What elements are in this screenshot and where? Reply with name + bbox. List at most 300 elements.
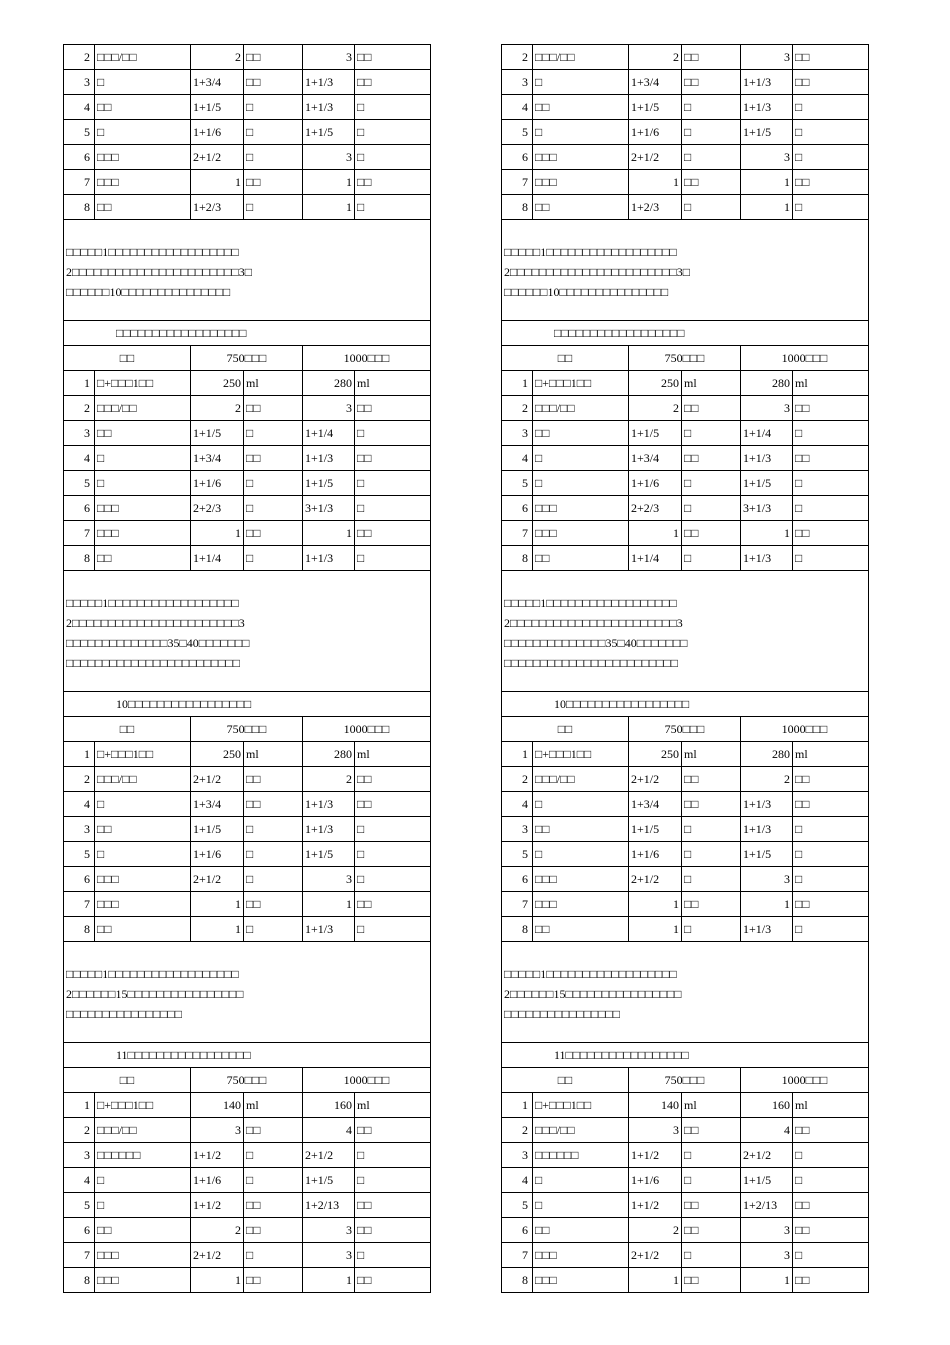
header-1000: 1000□□□ [741,717,869,742]
header-1000: 1000□□□ [741,346,869,371]
header-row [64,346,431,371]
ingredient-name: □ [533,1168,629,1193]
table-row [64,95,431,120]
instructions-note [502,220,869,321]
row-number: 6 [64,145,95,170]
row-number: 2 [502,396,533,421]
note-line: 2□□□□□□□□□□□□□□□□□□□□□□□3□ [504,265,690,279]
ingredient-name: □□ [533,917,629,942]
amount-750: 2+1/2 [629,1243,682,1268]
amount-750: 1+3/4 [629,792,682,817]
amount-1000: 1+1/3 [303,546,355,571]
table-row [64,817,431,842]
unit-750: □□ [244,1268,303,1293]
unit-1000: □□ [793,45,869,70]
amount-1000: 2+1/2 [303,1143,355,1168]
amount-1000: 3 [741,1218,793,1243]
table-row [64,446,431,471]
amount-750: 2 [629,1218,682,1243]
table-row [64,892,431,917]
table-row [502,421,869,446]
ingredient-name: □□□ [533,1268,629,1293]
ingredient-name: □□□/□□ [533,45,629,70]
unit-750: □ [244,471,303,496]
note-line: □□□□□□10□□□□□□□□□□□□□□□ [504,285,669,299]
row-number: 5 [502,1193,533,1218]
row-number: 2 [64,1118,95,1143]
amount-1000: 3 [741,867,793,892]
amount-750: 1 [629,1268,682,1293]
amount-1000: 2 [741,767,793,792]
note-line: 2□□□□□□15□□□□□□□□□□□□□□□□ [504,987,682,1001]
row-number: 4 [502,95,533,120]
unit-1000: □ [793,1243,869,1268]
unit-1000: □ [355,195,431,220]
ingredient-name: □□□ [533,1243,629,1268]
table-row [502,396,869,421]
unit-750: □ [244,421,303,446]
unit-1000: □□ [793,446,869,471]
unit-1000: □ [793,842,869,867]
header-750: 750□□□ [629,346,741,371]
table-row [64,842,431,867]
amount-1000: 1+1/5 [741,120,793,145]
amount-1000: 1 [303,1268,355,1293]
row-number: 1 [502,371,533,396]
header-item: □□ [64,717,191,742]
amount-750: 1+3/4 [629,70,682,95]
ingredient-name: □□□ [95,496,191,521]
amount-750: 1+1/6 [191,120,244,145]
ingredient-name: □□ [533,195,629,220]
unit-750: □ [244,842,303,867]
amount-750: 1+1/2 [629,1193,682,1218]
note-line: □□□□□1□□□□□□□□□□□□□□□□□□ [66,967,239,981]
unit-1000: □ [355,1168,431,1193]
amount-1000: 1 [741,892,793,917]
table-row [502,521,869,546]
amount-1000: 1+1/3 [303,792,355,817]
section-title: 11□□□□□□□□□□□□□□□□□ [64,1043,431,1068]
table-row [64,145,431,170]
table-row [64,546,431,571]
recipe-column-right [501,44,868,1293]
row-number: 1 [502,1093,533,1118]
table-row [502,546,869,571]
ingredient-name: □□ [95,195,191,220]
row-number: 2 [64,767,95,792]
amount-750: 2 [191,396,244,421]
unit-1000: □ [355,145,431,170]
amount-1000: 4 [303,1118,355,1143]
table-row [502,195,869,220]
unit-1000: □ [793,471,869,496]
amount-750: 1 [191,1268,244,1293]
amount-1000: 2 [303,767,355,792]
unit-1000: □□ [793,521,869,546]
amount-1000: 1+1/3 [303,70,355,95]
unit-750: □□ [682,521,741,546]
row-number: 4 [64,95,95,120]
amount-750: 1+1/5 [629,95,682,120]
amount-750: 2 [629,396,682,421]
amount-1000: 1+1/3 [741,70,793,95]
amount-1000: 1+1/5 [303,1168,355,1193]
amount-1000: 1 [303,195,355,220]
unit-750: □ [682,120,741,145]
unit-1000: □□ [793,1118,869,1143]
amount-750: 1+1/6 [629,120,682,145]
amount-750: 1 [191,521,244,546]
amount-750: 1 [629,170,682,195]
ingredient-name: □□□/□□ [95,1118,191,1143]
ingredient-name: □□ [95,817,191,842]
unit-1000: □ [355,1143,431,1168]
amount-1000: 1+1/3 [741,546,793,571]
note-line: 2□□□□□□□□□□□□□□□□□□□□□□□3□ [66,265,252,279]
ingredient-name: □ [95,70,191,95]
unit-750: □□ [682,767,741,792]
ingredient-name: □□□ [95,145,191,170]
unit-750: □□ [244,396,303,421]
unit-750: □ [244,867,303,892]
amount-750: 1+3/4 [629,446,682,471]
note-line: 2□□□□□□□□□□□□□□□□□□□□□□□3 [66,616,245,630]
unit-1000: □ [793,496,869,521]
unit-1000: □ [793,95,869,120]
notes-row [64,571,431,692]
header-row [502,346,869,371]
unit-1000: ml [793,1093,869,1118]
unit-1000: □ [793,195,869,220]
table-row [502,767,869,792]
unit-1000: □□ [355,767,431,792]
row-number: 6 [64,1218,95,1243]
ingredient-name: □□ [95,917,191,942]
ingredient-name: □□□□□□ [95,1143,191,1168]
amount-750: 2+1/2 [191,767,244,792]
amount-1000: 1 [741,195,793,220]
unit-1000: ml [793,371,869,396]
unit-1000: □ [355,917,431,942]
amount-1000: 280 [741,371,793,396]
unit-750: ml [682,371,741,396]
unit-1000: □□ [793,1193,869,1218]
table-row [64,1143,431,1168]
unit-750: □ [682,145,741,170]
unit-1000: □ [355,471,431,496]
section-title: 11□□□□□□□□□□□□□□□□□ [502,1043,869,1068]
unit-750: □□ [244,1218,303,1243]
row-number: 5 [64,120,95,145]
table-row [64,792,431,817]
unit-1000: □ [793,546,869,571]
amount-1000: 160 [303,1093,355,1118]
unit-1000: □ [355,546,431,571]
ingredient-name: □ [95,120,191,145]
table-row [502,1193,869,1218]
amount-1000: 1 [303,521,355,546]
table-row [502,842,869,867]
unit-1000: □□ [793,70,869,95]
section-title-row [64,692,431,717]
unit-750: □□ [682,1193,741,1218]
unit-750: □ [244,917,303,942]
row-number: 8 [64,546,95,571]
table-row [502,170,869,195]
ingredient-name: □□□/□□ [95,767,191,792]
amount-750: 140 [629,1093,682,1118]
unit-750: □□ [682,1118,741,1143]
unit-750: □ [682,195,741,220]
ingredient-name: □+□□□1□□ [533,1093,629,1118]
amount-750: 1+1/5 [191,421,244,446]
amount-1000: 3 [741,45,793,70]
header-item: □□ [64,1068,191,1093]
row-number: 8 [502,1268,533,1293]
unit-1000: □ [793,120,869,145]
ingredient-name: □□□ [95,892,191,917]
note-line: □□□□□□□□□□□□□□35□40□□□□□□□ [504,636,688,650]
amount-1000: 1+1/5 [741,1168,793,1193]
unit-1000: □□ [793,170,869,195]
table-row [64,867,431,892]
table-row [64,371,431,396]
row-number: 3 [64,70,95,95]
header-row [64,717,431,742]
table-row [502,742,869,767]
ingredient-name: □ [533,1193,629,1218]
ingredient-name: □ [533,471,629,496]
notes-row [502,220,869,321]
table-row [64,45,431,70]
unit-750: ml [244,371,303,396]
unit-1000: □□ [355,45,431,70]
table-row [502,95,869,120]
unit-1000: ml [355,1093,431,1118]
ingredient-name: □ [95,1168,191,1193]
header-1000: 1000□□□ [303,1068,431,1093]
ingredient-name: □□□ [95,1268,191,1293]
unit-750: □□ [682,1218,741,1243]
row-number: 6 [502,867,533,892]
ingredient-name: □□ [533,421,629,446]
unit-750: □□ [244,446,303,471]
unit-1000: □□ [355,70,431,95]
header-item: □□ [502,1068,629,1093]
unit-1000: □□ [355,521,431,546]
amount-1000: 3 [741,1243,793,1268]
table-row [502,1243,869,1268]
row-number: 1 [64,371,95,396]
amount-1000: 3+1/3 [741,496,793,521]
table-row [502,917,869,942]
table-row [502,496,869,521]
ingredient-name: □□□/□□ [95,45,191,70]
ingredient-name: □□□ [533,170,629,195]
section-title-row [502,1043,869,1068]
amount-750: 2+1/2 [629,767,682,792]
unit-1000: □□ [793,1268,869,1293]
ingredient-name: □□□/□□ [533,1118,629,1143]
amount-1000: 1+1/3 [741,917,793,942]
unit-750: □ [682,842,741,867]
amount-750: 2 [629,45,682,70]
ingredient-name: □ [533,120,629,145]
row-number: 8 [64,917,95,942]
unit-750: □ [682,421,741,446]
unit-750: □□ [244,767,303,792]
amount-750: 2 [191,45,244,70]
amount-750: 250 [191,742,244,767]
unit-1000: □□ [793,1218,869,1243]
amount-750: 2+1/2 [191,145,244,170]
unit-1000: □ [793,817,869,842]
unit-750: □ [682,867,741,892]
instructions-note [64,942,431,1043]
ingredient-name: □+□□□1□□ [95,1093,191,1118]
unit-1000: □□ [355,792,431,817]
amount-1000: 3 [303,1243,355,1268]
amount-1000: 1+1/4 [303,421,355,446]
unit-1000: ml [355,371,431,396]
ingredient-name: □□ [533,817,629,842]
row-number: 4 [502,446,533,471]
unit-750: □ [682,1243,741,1268]
row-number: 3 [64,1143,95,1168]
section-title-row [502,692,869,717]
unit-1000: □ [355,842,431,867]
amount-750: 1+3/4 [191,446,244,471]
unit-750: □ [682,95,741,120]
note-line: 2□□□□□□15□□□□□□□□□□□□□□□□ [66,987,244,1001]
unit-1000: □□ [355,1193,431,1218]
ingredient-name: □□□ [533,521,629,546]
header-1000: 1000□□□ [303,346,431,371]
unit-750: □□ [244,45,303,70]
amount-1000: 1+1/3 [303,95,355,120]
instructions-note [64,220,431,321]
row-number: 3 [64,817,95,842]
unit-750: □ [244,496,303,521]
table-row [64,1093,431,1118]
amount-1000: 1+1/5 [303,842,355,867]
unit-750: □ [682,546,741,571]
amount-750: 1+1/2 [629,1143,682,1168]
ingredient-name: □ [533,446,629,471]
unit-750: □ [244,195,303,220]
ingredient-name: □□□ [533,496,629,521]
unit-750: □ [682,471,741,496]
row-number: 2 [502,1118,533,1143]
ingredient-name: □□□ [95,521,191,546]
amount-750: 1+1/6 [629,842,682,867]
table-row [502,1093,869,1118]
amount-1000: 1 [741,1268,793,1293]
unit-1000: □ [355,496,431,521]
row-number: 1 [502,742,533,767]
unit-750: □□ [682,892,741,917]
header-item: □□ [502,717,629,742]
unit-750: □□ [244,792,303,817]
amount-750: 1+2/3 [629,195,682,220]
row-number: 6 [64,867,95,892]
unit-1000: □ [793,1143,869,1168]
unit-1000: □□ [355,892,431,917]
amount-1000: 3 [303,45,355,70]
recipe-table [63,44,431,1293]
table-row [502,1168,869,1193]
header-750: 750□□□ [191,717,303,742]
row-number: 4 [502,1168,533,1193]
amount-750: 1+3/4 [191,70,244,95]
table-row [502,371,869,396]
unit-1000: □□ [793,792,869,817]
amount-750: 2+1/2 [191,1243,244,1268]
amount-1000: 1+1/3 [741,95,793,120]
header-1000: 1000□□□ [741,1068,869,1093]
unit-750: □ [244,1143,303,1168]
note-line: □□□□□□□□□□□□□□□□□□□□□□□□ [66,656,240,670]
amount-750: 1+1/5 [191,817,244,842]
amount-1000: 2+1/2 [741,1143,793,1168]
row-number: 5 [502,471,533,496]
unit-750: □□ [244,70,303,95]
unit-750: □□ [244,521,303,546]
row-number: 3 [502,1143,533,1168]
table-row [502,867,869,892]
ingredient-name: □□ [95,95,191,120]
amount-750: 250 [629,742,682,767]
amount-750: 1+1/2 [191,1193,244,1218]
amount-1000: 1+1/3 [741,817,793,842]
ingredient-name: □□□ [95,867,191,892]
amount-750: 1 [191,892,244,917]
notes-row [502,942,869,1043]
table-row [64,170,431,195]
ingredient-name: □□ [95,421,191,446]
ingredient-name: □□□/□□ [533,396,629,421]
row-number: 7 [502,892,533,917]
amount-1000: 3 [303,867,355,892]
row-number: 8 [64,1268,95,1293]
note-line: □□□□□□□□□□□□□□□□ [504,1007,620,1021]
header-750: 750□□□ [191,1068,303,1093]
header-item: □□ [64,346,191,371]
unit-1000: □ [793,867,869,892]
ingredient-name: □□□ [533,892,629,917]
unit-1000: □ [355,867,431,892]
table-row [64,767,431,792]
notes-row [502,571,869,692]
amount-1000: 3 [741,396,793,421]
table-row [502,817,869,842]
amount-750: 2+1/2 [191,867,244,892]
table-row [64,70,431,95]
row-number: 4 [64,792,95,817]
unit-750: □ [244,95,303,120]
amount-750: 1 [191,170,244,195]
unit-1000: □□ [355,170,431,195]
row-number: 1 [64,1093,95,1118]
amount-1000: 1 [303,170,355,195]
row-number: 6 [502,145,533,170]
ingredient-name: □□□ [533,867,629,892]
row-number: 8 [502,917,533,942]
row-number: 8 [502,546,533,571]
amount-1000: 1+2/13 [303,1193,355,1218]
row-number: 5 [64,1193,95,1218]
